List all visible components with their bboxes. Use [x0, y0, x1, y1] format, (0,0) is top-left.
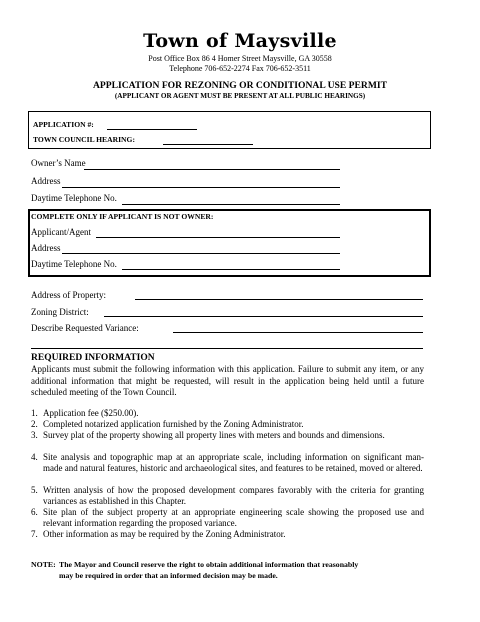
- applicant-address-label: Address: [31, 243, 61, 253]
- list-item: Written analysis of how the proposed development compares favorably with the criteria for granting variances as established in this Chapter.: [43, 485, 424, 506]
- applicant-phone-label: Daytime Telephone No.: [31, 259, 117, 269]
- required-heading: REQUIRED INFORMATION: [31, 353, 155, 363]
- list-item-number: 6.: [31, 507, 38, 517]
- list-item-number: 1.: [31, 408, 38, 418]
- applicant-address-field[interactable]: [62, 253, 340, 254]
- list-item: Completed notarized application furnished by the Zoning Administrator.: [43, 419, 304, 429]
- applicant-heading: COMPLETE ONLY IF APPLICANT IS NOT OWNER:: [31, 212, 214, 221]
- application-title: APPLICATION FOR REZONING OR CONDITIONAL USE PERMIT: [92, 80, 388, 91]
- list-item: Survey plat of the property showing all property lines with meters and bounds and dimensions.: [43, 430, 385, 440]
- list-item-number: 7.: [31, 529, 38, 539]
- zoning-district-label: Zoning District:: [31, 307, 89, 317]
- application-subtitle: (APPLICANT OR AGENT MUST BE PRESENT AT ALL PUBLIC HEARINGS): [114, 92, 366, 100]
- application-number-label: APPLICATION #:: [33, 120, 94, 129]
- variance-field[interactable]: [173, 332, 423, 333]
- owner-phone-field[interactable]: [122, 204, 340, 205]
- applicant-agent-label: Applicant/Agent: [31, 227, 91, 237]
- application-number-field[interactable]: [107, 129, 197, 130]
- required-intro: Applicants must submit the following information with this application. Failure to submit any item, or any additional information that might be requested, will result in the application being held until a future scheduled meeting of the Town Council.: [31, 364, 424, 397]
- list-item-number: 3.: [31, 430, 38, 440]
- owner-address-field[interactable]: [62, 187, 340, 188]
- owner-name-field[interactable]: [84, 169, 340, 170]
- owner-address-label: Address: [31, 176, 61, 186]
- town-title: Town of Maysville: [143, 30, 337, 52]
- variance-label: Describe Requested Variance:: [31, 323, 139, 333]
- town-address: Post Office Box 86 4 Homer Street Maysville, GA 30558: [148, 54, 332, 63]
- note-line-2: may be required in order that an informed decision may be made.: [59, 571, 278, 580]
- property-address-label: Address of Property:: [31, 290, 106, 300]
- applicant-phone-field[interactable]: [122, 269, 340, 270]
- list-item: Site analysis and topographic map at an appropriate scale, including information on significant man-made and natural features, historic and archaeological sites, and features to be retained, moved or altered.: [43, 452, 424, 473]
- zoning-district-field[interactable]: [104, 316, 423, 317]
- owner-name-label: Owner’s Name: [31, 158, 86, 168]
- hearing-field[interactable]: [163, 144, 253, 145]
- town-phone: Telephone 706-652-2274 Fax 706-652-3511: [169, 64, 311, 73]
- list-item: Site plan of the subject property at an appropriate engineering scale showing the proposed use and relevant information regarding the proposed variance.: [43, 507, 424, 528]
- owner-phone-label: Daytime Telephone No.: [31, 193, 117, 203]
- list-item: Application fee ($250.00).: [43, 408, 139, 418]
- hearing-label: TOWN COUNCIL HEARING:: [33, 135, 135, 144]
- variance-field-line-2[interactable]: [31, 348, 423, 349]
- list-item-number: 4.: [31, 452, 38, 462]
- list-item-number: 2.: [31, 419, 38, 429]
- list-item: Other information as may be required by the Zoning Administrator.: [43, 529, 286, 539]
- list-item-number: 5.: [31, 485, 38, 495]
- note-line-1: The Mayor and Council reserve the right to obtain additional information that reasonably: [59, 560, 359, 569]
- applicant-agent-field[interactable]: [96, 237, 340, 238]
- note-label: NOTE:: [31, 560, 56, 569]
- property-address-field[interactable]: [135, 299, 423, 300]
